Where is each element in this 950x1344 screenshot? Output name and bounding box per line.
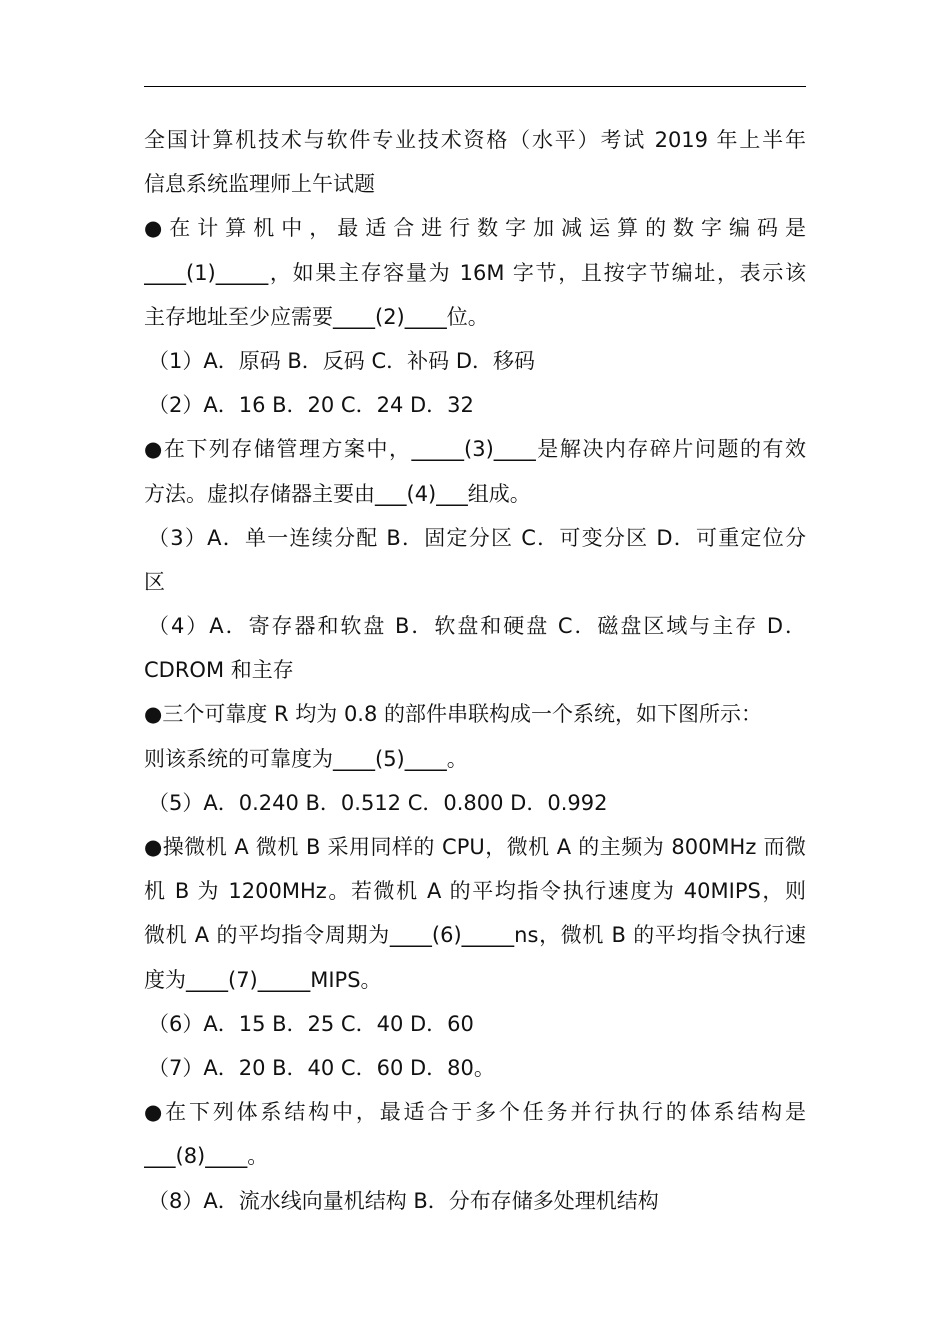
question-4-options: （4）A．寄存器和软盘 B．软盘和硬盘 C．磁盘区域与主存 D． [148,614,806,639]
question-4-options: CDROM 和主存 [144,658,294,683]
question-1-2-text: ●在计算机中，最适合进行数字加减运算的数字编码是 [144,216,806,241]
question-3-options: 区 [144,569,165,594]
exam-title-line: 全国计算机技术与软件专业技术资格（水平）考试 2019 年上半年 [144,128,806,152]
question-7-options: （7）A．20 B．40 C．60 D．80。 [148,1055,495,1080]
question-3-4-text: ●在下列存储管理方案中，_____(3)____是解决内存碎片问题的有效 [144,437,806,462]
question-5-text: ●三个可靠度 R 均为 0.8 的部件串联构成一个系统，如下图所示： [144,702,763,727]
question-6-7-text: ●操微机 A 微机 B 采用同样的 CPU，微机 A 的主频为 800MHz 而微 [144,835,806,859]
question-6-7-text: 机 B 为 1200MHz。若微机 A 的平均指令执行速度为 40MIPS，则 [144,879,806,904]
question-3-4-text: 方法。虚拟存储器主要由___(4)___组成。 [144,481,531,506]
question-6-options: （6）A．15 B．25 C．40 D．60 [148,1011,474,1036]
question-6-7-text: 度为____(7)_____MIPS。 [144,967,382,992]
document-body [144,118,806,1223]
question-6-7-text: 微机 A 的平均指令周期为____(6)_____ns，微机 B 的平均指令执行速 [144,923,806,948]
question-8-options: （8）A．流水线向量机结构 B．分布存储多处理机结构 [148,1188,659,1213]
question-2-options: （2）A．16 B．20 C．24 D．32 [148,393,474,418]
question-1-options: （1）A．原码 B．反码 C．补码 D．移码 [148,348,535,373]
question-5-text: 则该系统的可靠度为____(5)____。 [144,746,468,771]
question-3-options: （3）A．单一连续分配 B．固定分区 C．可变分区 D．可重定位分 [148,525,806,550]
question-8-text: ___(8)____。 [144,1144,269,1169]
exam-subtitle-line: 信息系统监理师上午试题 [144,172,375,197]
question-8-text: ●在下列体系结构中，最适合于多个任务并行执行的体系结构是 [144,1100,806,1125]
question-5-options: （5）A．0.240 B．0.512 C．0.800 D．0.992 [148,790,608,815]
question-1-2-text: ____(1)_____，如果主存容量为 16M 字节，且按字节编址，表示该 [144,260,806,285]
header-rule [144,86,806,87]
question-1-2-text: 主存地址至少应需要____(2)____位。 [144,304,489,329]
